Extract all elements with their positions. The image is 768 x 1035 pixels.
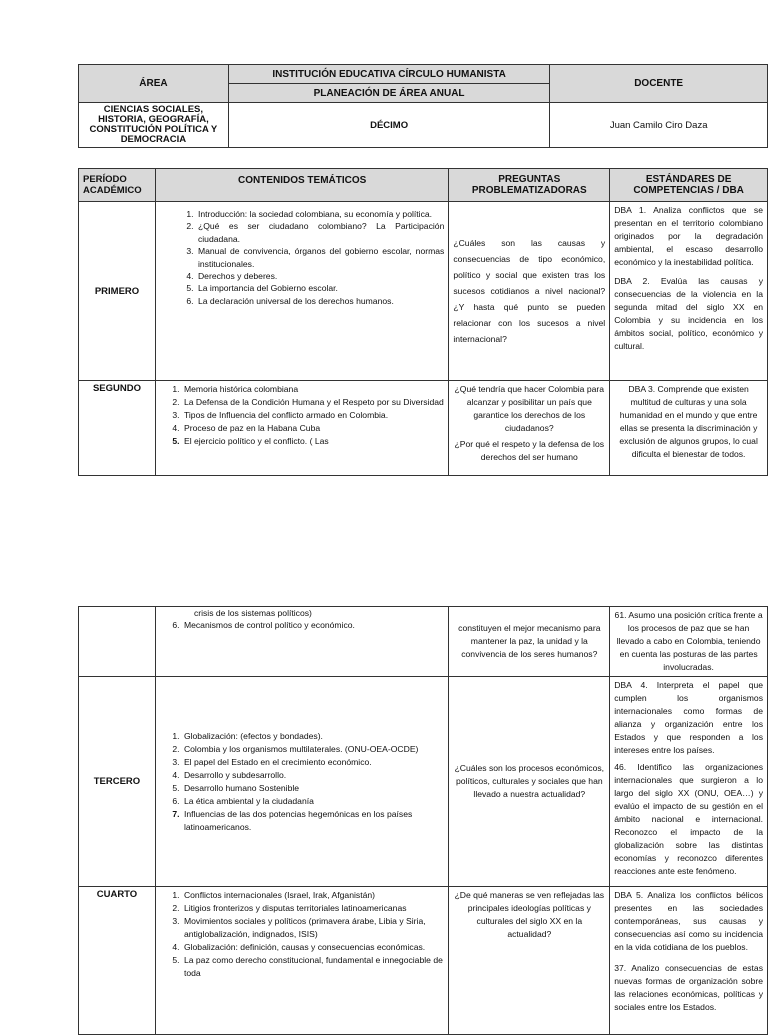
grade-value: DÉCIMO bbox=[228, 103, 549, 148]
plan-title: PLANEACIÓN DE ÁREA ANUAL bbox=[228, 84, 549, 103]
header-questions: PREGUNTAS PROBLEMATIZADORAS bbox=[449, 169, 610, 202]
period-label-empty bbox=[79, 607, 156, 677]
main-table bbox=[78, 168, 768, 476]
contents-list bbox=[160, 619, 445, 632]
period-label: TERCERO bbox=[79, 677, 156, 887]
list-item: 6. Mecanismos de control político y económico. bbox=[182, 619, 445, 632]
list-item: 6. La ética ambiental y la ciudadanía bbox=[182, 795, 445, 808]
standard-text: 61. Asumo una posición crítica frente a los procesos de paz que se han llevado a cabo en Colombia, teniendo en cuenta las posturas de las partes involucradas. bbox=[614, 610, 763, 672]
list-item: 3. Manual de convivencia, órganos del gobierno escolar, normas institucionales. bbox=[196, 245, 444, 270]
list-item: 4. Globalización: definición, causas y consecuencias económicas. bbox=[182, 941, 445, 954]
standards-cell bbox=[610, 202, 768, 381]
standard-text: DBA 5. Analiza los conflictos bélicos presentes en las sociedades contemporáneas, sus causas y consecuencias así como su incidencia en la vida cotidiana de los pueblos. bbox=[614, 890, 763, 952]
list-item: 5. Desarrollo humano Sostenible bbox=[182, 782, 445, 795]
standard-text: DBA 1. Analiza conflictos que se presentan en el territorio colombiano originados por la degradación ambiental, el escaso desarrollo económico y la inestabilidad política. bbox=[614, 205, 763, 267]
question-text: ¿Cuáles son los procesos económicos, políticos, culturales y sociales que han llevado a nuestra actualidad? bbox=[454, 763, 605, 799]
table-row bbox=[79, 202, 768, 381]
list-item: 5. La importancia del Gobierno escolar. bbox=[196, 282, 444, 294]
list-item: 1. Conflictos internacionales (Israel, Irak, Afganistán) bbox=[182, 889, 445, 902]
contents-list bbox=[160, 208, 444, 307]
contents-cell bbox=[155, 202, 448, 381]
list-item: 4. Desarrollo y subdesarrollo. bbox=[182, 769, 445, 782]
standard-text: DBA 2. Evalúa las causas y consecuencias de la violencia en la segunda mitad del siglo XX en Colombia y su incidencia en los ámbitos social, político, económico y cultural. bbox=[614, 276, 763, 351]
header-contents: CONTENIDOS TEMÁTICOS bbox=[155, 169, 448, 202]
list-item: 3. El papel del Estado en el crecimiento económico. bbox=[182, 756, 445, 769]
standards-cell bbox=[610, 677, 768, 887]
teacher-name: Juan Camilo Ciro Daza bbox=[550, 103, 768, 148]
standards-cell bbox=[610, 607, 768, 677]
table-row bbox=[79, 607, 768, 677]
contents-list bbox=[160, 730, 445, 834]
continued-table bbox=[78, 606, 768, 1035]
list-item: 1. Memoria histórica colombiana bbox=[182, 383, 444, 396]
question-cell bbox=[449, 677, 610, 887]
table-row bbox=[79, 677, 768, 887]
standard-text: 37. Analizo consecuencias de estas nuevas formas de organización sobre las relaciones económicas, políticas y sociales entre los Estados. bbox=[614, 963, 763, 1012]
period-label: CUARTO bbox=[79, 887, 156, 1035]
list-item: 2. Colombia y los organismos multilaterales. (ONU-OEA-OCDE) bbox=[182, 743, 445, 756]
question-text: ¿Cuáles son las causas y consecuencias de tipo económico, político y social que existen tras los sucesos cotidianos a nivel nacional? ¿Y hasta qué punto se pueden relacionar con los sucesos a nivel internacional? bbox=[453, 238, 606, 344]
list-item: 7. Influencias de las dos potencias hegemónicas en los países latinoamericanos. bbox=[182, 808, 445, 834]
question-cell bbox=[449, 887, 610, 1035]
standard-text: DBA 3. Comprende que existen multitud de culturas y una sola humanidad en el mundo y que entre ellas se presenta la discriminación y exclusión de algunos grupos, lo cual dificulta el bienestar de todos. bbox=[619, 384, 758, 459]
question-text: ¿Por qué el respeto y la defensa de los derechos del ser humano bbox=[454, 439, 605, 462]
contents-cell bbox=[155, 887, 449, 1035]
area-label: ÁREA bbox=[79, 65, 229, 103]
list-item: 4. Proceso de paz en la Habana Cuba bbox=[182, 422, 444, 435]
docente-label: DOCENTE bbox=[550, 65, 768, 103]
area-value: CIENCIAS SOCIALES, HISTORIA, GEOGRAFÍA, CONSTITUCIÓN POLÍTICA Y DEMOCRACIA bbox=[79, 103, 229, 148]
list-item: 1. Globalización: (efectos y bondades). bbox=[182, 730, 445, 743]
table-row bbox=[79, 887, 768, 1035]
question-text: ¿De qué maneras se ven reflejadas las principales ideologías políticas y culturales del siglo XX en la actualidad? bbox=[454, 890, 605, 939]
standards-cell bbox=[610, 887, 768, 1035]
period-label: PRIMERO bbox=[79, 202, 156, 381]
contents-cell bbox=[155, 677, 449, 887]
question-cell bbox=[449, 607, 610, 677]
header-table bbox=[78, 64, 768, 148]
contents-list bbox=[160, 383, 444, 448]
question-cell bbox=[449, 381, 610, 476]
header-standards: ESTÁNDARES DE COMPETENCIAS / DBA bbox=[610, 169, 768, 202]
list-item: 5. El ejercicio político y el conflicto. ( Las bbox=[182, 435, 444, 448]
question-text: ¿Qué tendría que hacer Colombia para alcanzar y posibilitar un país que garantice los derechos de los ciudadanos? bbox=[454, 384, 605, 433]
table-row bbox=[79, 381, 768, 476]
list-item: 6. La declaración universal de los derechos humanos. bbox=[196, 295, 444, 307]
main-table-header bbox=[79, 169, 768, 202]
question-text: constituyen el mejor mecanismo para mantener la paz, la unidad y la convivencia de los seres humanos? bbox=[458, 623, 601, 659]
list-item: 2. ¿Qué es ser ciudadano colombiano? La Participación ciudadana. bbox=[196, 220, 444, 245]
standards-cell bbox=[610, 381, 768, 476]
standard-text: 46. Identifico las organizaciones internacionales que surgieron a lo largo del siglo XX (ONU, OEA…) y evalúo el impacto de su gestión en el ámbito nacional e internacional. Reconozco el impacto de la globalización sobre las distintas economías y reconozco diferentes reacciones ante este fenómeno. bbox=[614, 762, 763, 876]
question-cell bbox=[449, 202, 610, 381]
list-item: 2. Litigios fronterizos y disputas territoriales latinoamericanas bbox=[182, 902, 445, 915]
list-item: 4. Derechos y deberes. bbox=[196, 270, 444, 282]
header-period: PERÍODO ACADÉMICO bbox=[79, 169, 156, 202]
contents-list bbox=[160, 889, 445, 980]
list-item: 2. La Defensa de la Condición Humana y el Respeto por su Diversidad bbox=[182, 396, 444, 409]
standard-text: DBA 4. Interpreta el papel que cumplen los organismos internacionales como formas de alianza y organización entre los Estados y que responden a los intereses entre los países. bbox=[614, 680, 763, 755]
list-item: 1. Introducción: la sociedad colombiana, su economía y política. bbox=[196, 208, 444, 220]
list-item: 5. La paz como derecho constitucional, fundamental e innegociable de toda bbox=[182, 954, 445, 980]
list-item: 3. Movimientos sociales y políticos (primavera árabe, Libia y Siria, antiglobalización, indignados, ISIS) bbox=[182, 915, 445, 941]
list-item: 3. Tipos de Influencia del conflicto armado en Colombia. bbox=[182, 409, 444, 422]
institution-name: INSTITUCIÓN EDUCATIVA CÍRCULO HUMANISTA bbox=[228, 65, 549, 84]
contents-cell bbox=[155, 607, 449, 677]
period-label: SEGUNDO bbox=[79, 381, 156, 476]
contents-cell bbox=[155, 381, 448, 476]
contents-tail: crisis de los sistemas políticos) bbox=[193, 608, 312, 618]
